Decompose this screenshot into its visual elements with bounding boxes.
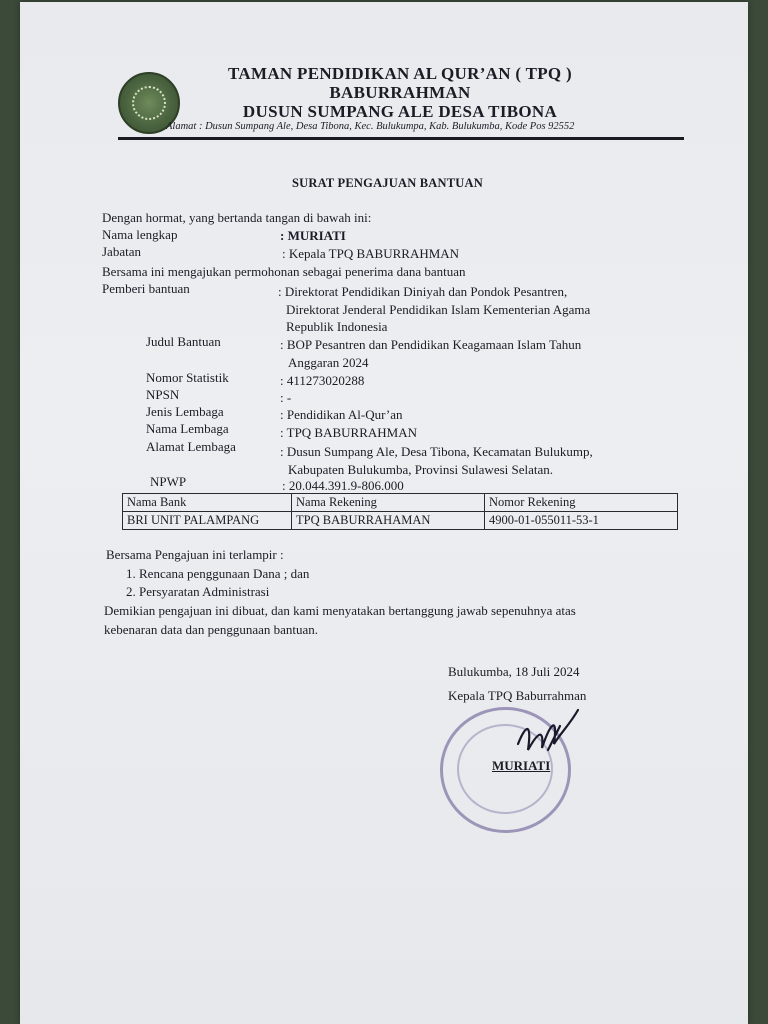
- table-header-row: [123, 494, 678, 512]
- name-value: : MURIATI: [280, 228, 346, 243]
- giver-line-2: Direktorat Jenderal Pendidikan Islam Kementerian Agama: [286, 302, 591, 317]
- letter-paper: [20, 2, 748, 1024]
- attachment-item-1: 1. Rencana penggunaan Dana ; dan: [126, 566, 310, 581]
- attachments-intro: Bersama Pengajuan ini terlampir :: [106, 547, 284, 562]
- letter-title: SURAT PENGAJUAN BANTUAN: [292, 176, 483, 190]
- nama-lembaga-value: : TPQ BABURRAHMAN: [280, 425, 418, 440]
- npwp-value: : 20.044.391.9-806.000: [282, 478, 404, 493]
- giver-label: Pemberi bantuan: [102, 281, 190, 296]
- cell-nama-bank: BRI UNIT PALAMPANG: [123, 512, 292, 530]
- signer-position: Kepala TPQ Baburrahman: [448, 688, 587, 703]
- header-divider: [118, 137, 684, 140]
- name-label: Nama lengkap: [102, 227, 178, 242]
- jenis-label: Jenis Lembaga: [146, 404, 224, 419]
- alamat-line-1: : Dusun Sumpang Ale, Desa Tibona, Kecamatan Bulukump,: [280, 444, 593, 459]
- intro-line: Bersama ini mengajukan permohonan sebagai penerima dana bantuan: [102, 264, 466, 279]
- closing-line-1: Demikian pengajuan ini dibuat, dan kami menyatakan bertanggung jawab sepenuhnya atas: [104, 603, 576, 618]
- nama-lembaga-label: Nama Lembaga: [146, 421, 229, 436]
- role-value: : Kepala TPQ BABURRAHMAN: [282, 246, 460, 261]
- cell-nama-rekening: TPQ BABURRAHAMAN: [292, 512, 485, 530]
- signer-name: MURIATI: [492, 758, 551, 773]
- cell-nomor-rekening: 4900-01-055011-53-1: [485, 512, 678, 530]
- header-line-2: BABURRAHMAN: [329, 83, 471, 102]
- col-nomor-rekening: Nomor Rekening: [485, 494, 678, 512]
- npsn-value: : -: [280, 390, 292, 405]
- header-line-3: DUSUN SUMPANG ALE DESA TIBONA: [242, 102, 558, 121]
- col-nama-bank: Nama Bank: [123, 494, 292, 512]
- header-line-1: TAMAN PENDIDIKAN AL QUR’AN ( TPQ ): [228, 64, 572, 83]
- header-address: Alamat : Dusun Sumpang Ale, Desa Tibona, Kec. Bulukumpa, Kab. Bulukumba, Kode Pos 92552: [166, 121, 575, 132]
- nomor-value: : 411273020288: [280, 373, 365, 388]
- npsn-label: NPSN: [146, 387, 180, 402]
- nomor-label: Nomor Statistik: [146, 370, 229, 385]
- giver-line-1: : Direktorat Pendidikan Diniyah dan Pondok Pesantren,: [278, 284, 568, 299]
- alamat-line-2: Kabupaten Bulukumba, Provinsi Sulawesi Selatan.: [288, 462, 554, 477]
- judul-line-2: Anggaran 2024: [288, 355, 369, 370]
- table-row: [123, 512, 678, 530]
- judul-label: Judul Bantuan: [146, 334, 221, 349]
- bank-account-table: [122, 493, 678, 530]
- jenis-value: : Pendidikan Al-Qur’an: [280, 407, 403, 422]
- attachment-item-2: 2. Persyaratan Administrasi: [126, 584, 270, 599]
- place-date: Bulukumba, 18 Juli 2024: [448, 664, 580, 679]
- closing-line-2: kebenaran data dan penggunaan bantuan.: [104, 622, 319, 637]
- npwp-label: NPWP: [150, 474, 187, 489]
- giver-line-3: Republik Indonesia: [286, 319, 388, 334]
- alamat-label: Alamat Lembaga: [146, 439, 236, 454]
- col-nama-rekening: Nama Rekening: [292, 494, 485, 512]
- greeting: Dengan hormat, yang bertanda tangan di bawah ini:: [102, 210, 372, 225]
- judul-line-1: : BOP Pesantren dan Pendidikan Keagamaan Islam Tahun: [280, 337, 582, 352]
- role-label: Jabatan: [102, 244, 141, 259]
